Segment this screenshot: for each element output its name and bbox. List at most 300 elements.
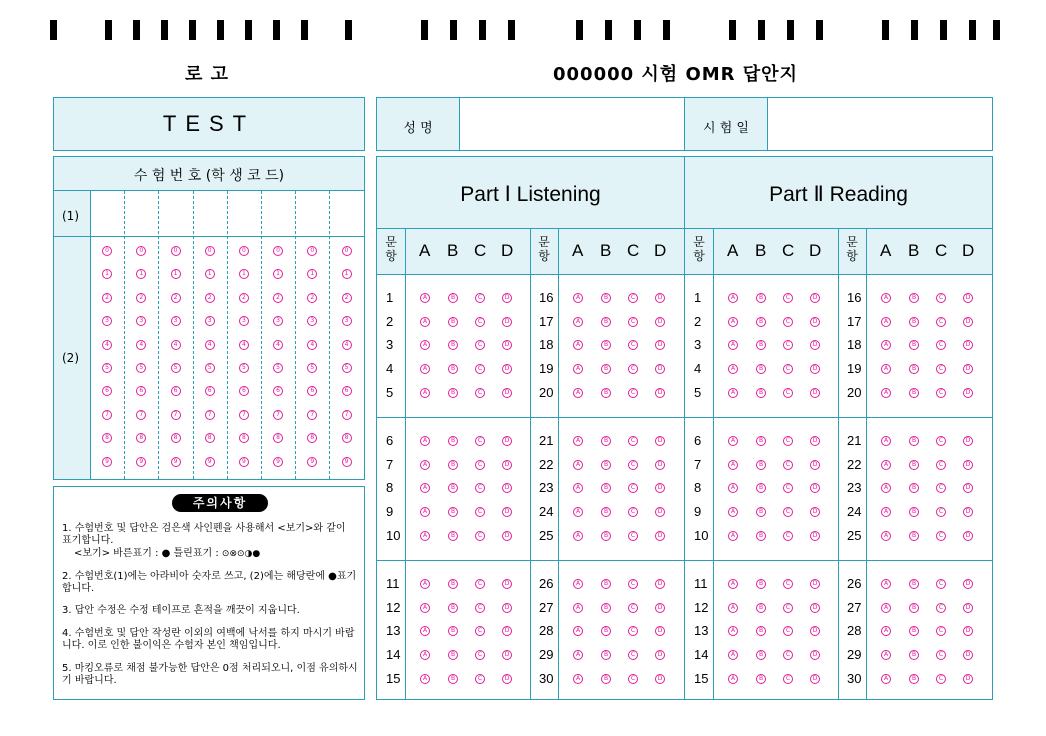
id-digit-bubble[interactable]: 1 [171,269,181,279]
answer-bubble[interactable]: C [936,293,946,303]
answer-bubble[interactable]: B [601,483,611,493]
answer-bubble[interactable]: B [448,460,458,470]
answer-bubble[interactable]: A [420,650,430,660]
answer-bubble[interactable]: B [909,317,919,327]
answer-bubble[interactable]: D [655,674,665,684]
answer-bubble[interactable]: D [810,317,820,327]
answer-bubble[interactable]: C [783,436,793,446]
answer-bubble[interactable]: A [420,340,430,350]
answer-bubble[interactable]: B [756,460,766,470]
answer-bubble[interactable]: B [448,650,458,660]
answer-bubble[interactable]: B [448,364,458,374]
answer-bubble[interactable]: A [573,603,583,613]
answer-bubble[interactable]: B [756,388,766,398]
answer-bubble[interactable]: D [655,388,665,398]
answer-bubble[interactable]: C [936,388,946,398]
answer-bubble[interactable]: C [783,626,793,636]
answer-bubble[interactable]: B [909,507,919,517]
answer-bubble[interactable]: A [881,436,891,446]
answer-bubble[interactable]: C [628,317,638,327]
id-digit-writebox[interactable] [126,192,156,234]
answer-bubble[interactable]: B [909,388,919,398]
answer-bubble[interactable]: C [936,317,946,327]
id-digit-bubble[interactable]: 0 [102,246,112,256]
answer-bubble[interactable]: A [881,531,891,541]
answer-bubble[interactable]: B [448,293,458,303]
answer-bubble[interactable]: B [448,388,458,398]
answer-bubble[interactable]: A [420,674,430,684]
id-digit-bubble[interactable]: 0 [307,246,317,256]
id-digit-bubble[interactable]: 8 [205,433,215,443]
id-digit-bubble[interactable]: 0 [171,246,181,256]
answer-bubble[interactable]: D [655,340,665,350]
answer-bubble[interactable]: D [502,436,512,446]
answer-bubble[interactable]: B [756,507,766,517]
id-digit-bubble[interactable]: 0 [239,246,249,256]
id-digit-bubble[interactable]: 3 [273,316,283,326]
id-digit-bubble[interactable]: 9 [205,457,215,467]
answer-bubble[interactable]: A [573,579,583,589]
answer-bubble[interactable]: B [756,317,766,327]
answer-bubble[interactable]: C [783,531,793,541]
answer-bubble[interactable]: D [502,531,512,541]
answer-bubble[interactable]: C [783,507,793,517]
answer-bubble[interactable]: D [810,388,820,398]
answer-bubble[interactable]: B [756,436,766,446]
answer-bubble[interactable]: C [783,293,793,303]
answer-bubble[interactable]: B [909,460,919,470]
id-digit-bubble[interactable]: 6 [342,386,352,396]
answer-bubble[interactable]: B [909,531,919,541]
answer-bubble[interactable]: C [783,483,793,493]
answer-bubble[interactable]: C [783,650,793,660]
answer-bubble[interactable]: B [601,579,611,589]
id-digit-bubble[interactable]: 6 [171,386,181,396]
id-digit-bubble[interactable]: 5 [171,363,181,373]
answer-bubble[interactable]: A [881,626,891,636]
id-digit-bubble[interactable]: 2 [205,293,215,303]
answer-bubble[interactable]: B [448,507,458,517]
id-digit-bubble[interactable]: 1 [102,269,112,279]
id-digit-bubble[interactable]: 7 [273,410,283,420]
answer-bubble[interactable]: A [728,603,738,613]
answer-bubble[interactable]: B [756,364,766,374]
id-digit-bubble[interactable]: 0 [205,246,215,256]
answer-bubble[interactable]: D [655,603,665,613]
answer-bubble[interactable]: D [963,603,973,613]
answer-bubble[interactable]: B [448,674,458,684]
answer-bubble[interactable]: D [502,507,512,517]
answer-bubble[interactable]: C [936,579,946,589]
answer-bubble[interactable]: C [628,674,638,684]
answer-bubble[interactable]: B [448,603,458,613]
id-digit-bubble[interactable]: 5 [136,363,146,373]
answer-bubble[interactable]: C [936,650,946,660]
answer-bubble[interactable]: C [628,340,638,350]
answer-bubble[interactable]: D [810,650,820,660]
answer-bubble[interactable]: C [628,483,638,493]
id-digit-bubble[interactable]: 1 [136,269,146,279]
answer-bubble[interactable]: B [909,483,919,493]
id-digit-bubble[interactable]: 7 [171,410,181,420]
answer-bubble[interactable]: C [936,364,946,374]
id-digit-bubble[interactable]: 5 [205,363,215,373]
id-digit-bubble[interactable]: 8 [273,433,283,443]
answer-bubble[interactable]: A [573,674,583,684]
id-digit-bubble[interactable]: 6 [102,386,112,396]
id-digit-bubble[interactable]: 7 [136,410,146,420]
answer-bubble[interactable]: C [936,507,946,517]
answer-bubble[interactable]: C [628,650,638,660]
id-digit-bubble[interactable]: 9 [307,457,317,467]
answer-bubble[interactable]: C [628,436,638,446]
id-digit-bubble[interactable]: 7 [342,410,352,420]
answer-bubble[interactable]: D [963,317,973,327]
id-digit-bubble[interactable]: 1 [239,269,249,279]
answer-bubble[interactable]: D [502,626,512,636]
answer-bubble[interactable]: D [963,531,973,541]
answer-bubble[interactable]: A [573,293,583,303]
id-digit-bubble[interactable]: 9 [171,457,181,467]
answer-bubble[interactable]: C [936,674,946,684]
answer-bubble[interactable]: A [728,436,738,446]
answer-bubble[interactable]: C [475,436,485,446]
answer-bubble[interactable]: B [601,340,611,350]
answer-bubble[interactable]: B [601,507,611,517]
answer-bubble[interactable]: C [475,340,485,350]
id-digit-bubble[interactable]: 1 [307,269,317,279]
id-digit-bubble[interactable]: 7 [102,410,112,420]
answer-bubble[interactable]: A [728,507,738,517]
answer-bubble[interactable]: C [936,531,946,541]
answer-bubble[interactable]: B [601,460,611,470]
answer-bubble[interactable]: B [601,674,611,684]
answer-bubble[interactable]: C [475,650,485,660]
answer-bubble[interactable]: A [728,317,738,327]
id-digit-bubble[interactable]: 8 [239,433,249,443]
answer-bubble[interactable]: D [655,531,665,541]
answer-bubble[interactable]: B [909,603,919,613]
answer-bubble[interactable]: B [448,531,458,541]
answer-bubble[interactable]: D [502,388,512,398]
answer-bubble[interactable]: B [756,340,766,350]
answer-bubble[interactable]: B [448,579,458,589]
answer-bubble[interactable]: D [810,603,820,613]
answer-bubble[interactable]: A [881,460,891,470]
answer-bubble[interactable]: A [573,460,583,470]
answer-bubble[interactable]: D [655,483,665,493]
answer-bubble[interactable]: A [420,603,430,613]
answer-bubble[interactable]: C [783,340,793,350]
id-digit-writebox[interactable] [195,192,225,234]
answer-bubble[interactable]: D [963,293,973,303]
id-digit-bubble[interactable]: 5 [273,363,283,373]
answer-bubble[interactable]: D [502,293,512,303]
id-digit-writebox[interactable] [161,192,191,234]
answer-bubble[interactable]: C [475,626,485,636]
answer-bubble[interactable]: C [628,364,638,374]
answer-bubble[interactable]: D [963,650,973,660]
id-digit-bubble[interactable]: 1 [273,269,283,279]
answer-bubble[interactable]: A [573,317,583,327]
answer-bubble[interactable]: A [728,650,738,660]
answer-bubble[interactable]: B [756,603,766,613]
answer-bubble[interactable]: C [475,483,485,493]
answer-bubble[interactable]: D [810,626,820,636]
id-digit-bubble[interactable]: 9 [273,457,283,467]
id-digit-bubble[interactable]: 5 [342,363,352,373]
answer-bubble[interactable]: D [502,603,512,613]
answer-bubble[interactable]: A [420,317,430,327]
answer-bubble[interactable]: C [628,626,638,636]
answer-bubble[interactable]: B [448,340,458,350]
id-digit-writebox[interactable] [297,192,327,234]
id-digit-bubble[interactable]: 0 [273,246,283,256]
answer-bubble[interactable]: D [655,650,665,660]
id-digit-bubble[interactable]: 7 [205,410,215,420]
answer-bubble[interactable]: A [420,364,430,374]
answer-bubble[interactable]: A [881,317,891,327]
answer-bubble[interactable]: B [909,293,919,303]
answer-bubble[interactable]: C [628,388,638,398]
answer-bubble[interactable]: A [728,626,738,636]
answer-bubble[interactable]: A [573,507,583,517]
answer-bubble[interactable]: D [655,579,665,589]
id-digit-bubble[interactable]: 6 [273,386,283,396]
answer-bubble[interactable]: D [810,531,820,541]
id-digit-bubble[interactable]: 8 [102,433,112,443]
answer-bubble[interactable]: D [502,650,512,660]
answer-bubble[interactable]: B [601,364,611,374]
answer-bubble[interactable]: C [783,579,793,589]
answer-bubble[interactable]: D [502,483,512,493]
id-digit-bubble[interactable]: 3 [239,316,249,326]
id-digit-bubble[interactable]: 3 [342,316,352,326]
id-digit-bubble[interactable]: 8 [307,433,317,443]
answer-bubble[interactable]: D [655,626,665,636]
id-digit-bubble[interactable]: 2 [273,293,283,303]
answer-bubble[interactable]: C [475,317,485,327]
answer-bubble[interactable]: B [756,579,766,589]
answer-bubble[interactable]: A [573,436,583,446]
answer-bubble[interactable]: B [601,293,611,303]
answer-bubble[interactable]: C [936,460,946,470]
answer-bubble[interactable]: D [810,483,820,493]
answer-bubble[interactable]: B [909,579,919,589]
id-digit-writebox[interactable] [332,192,362,234]
answer-bubble[interactable]: A [573,531,583,541]
answer-bubble[interactable]: A [420,483,430,493]
answer-bubble[interactable]: C [628,531,638,541]
answer-bubble[interactable]: B [756,293,766,303]
answer-bubble[interactable]: B [909,650,919,660]
answer-bubble[interactable]: A [881,650,891,660]
answer-bubble[interactable]: C [475,507,485,517]
answer-bubble[interactable]: A [728,460,738,470]
answer-bubble[interactable]: C [475,674,485,684]
id-digit-writebox[interactable] [229,192,259,234]
answer-bubble[interactable]: A [420,436,430,446]
answer-bubble[interactable]: B [909,340,919,350]
id-digit-bubble[interactable]: 8 [136,433,146,443]
id-digit-bubble[interactable]: 3 [205,316,215,326]
id-digit-bubble[interactable]: 3 [102,316,112,326]
answer-bubble[interactable]: B [756,650,766,660]
answer-bubble[interactable]: C [475,579,485,589]
id-digit-bubble[interactable]: 6 [307,386,317,396]
answer-bubble[interactable]: A [881,483,891,493]
answer-bubble[interactable]: C [936,436,946,446]
answer-bubble[interactable]: D [655,436,665,446]
answer-bubble[interactable]: C [628,507,638,517]
id-digit-bubble[interactable]: 2 [102,293,112,303]
id-digit-bubble[interactable]: 5 [102,363,112,373]
answer-bubble[interactable]: C [628,603,638,613]
answer-bubble[interactable]: C [783,317,793,327]
id-digit-bubble[interactable]: 6 [205,386,215,396]
answer-bubble[interactable]: D [963,460,973,470]
answer-bubble[interactable]: D [502,317,512,327]
answer-bubble[interactable]: A [573,388,583,398]
answer-bubble[interactable]: B [756,483,766,493]
answer-bubble[interactable]: D [810,436,820,446]
answer-bubble[interactable]: C [936,626,946,636]
id-digit-bubble[interactable]: 4 [273,340,283,350]
answer-bubble[interactable]: D [963,436,973,446]
id-digit-bubble[interactable]: 8 [171,433,181,443]
answer-bubble[interactable]: D [502,579,512,589]
answer-bubble[interactable]: D [655,317,665,327]
answer-bubble[interactable]: D [963,388,973,398]
answer-bubble[interactable]: C [475,293,485,303]
answer-bubble[interactable]: D [963,340,973,350]
answer-bubble[interactable]: C [783,603,793,613]
answer-bubble[interactable]: A [420,460,430,470]
id-digit-bubble[interactable]: 9 [102,457,112,467]
answer-bubble[interactable]: A [420,579,430,589]
answer-bubble[interactable]: D [655,460,665,470]
answer-bubble[interactable]: B [909,674,919,684]
id-digit-bubble[interactable]: 4 [136,340,146,350]
answer-bubble[interactable]: C [936,603,946,613]
answer-bubble[interactable]: C [475,460,485,470]
id-digit-bubble[interactable]: 3 [307,316,317,326]
answer-bubble[interactable]: A [573,364,583,374]
answer-bubble[interactable]: D [810,507,820,517]
answer-bubble[interactable]: C [475,531,485,541]
id-digit-bubble[interactable]: 1 [205,269,215,279]
id-digit-bubble[interactable]: 9 [136,457,146,467]
id-digit-writebox[interactable] [263,192,293,234]
answer-bubble[interactable]: D [655,507,665,517]
answer-bubble[interactable]: B [909,364,919,374]
answer-bubble[interactable]: D [502,460,512,470]
answer-bubble[interactable]: A [573,650,583,660]
answer-bubble[interactable]: D [963,507,973,517]
answer-bubble[interactable]: D [963,674,973,684]
answer-bubble[interactable]: B [601,317,611,327]
id-digit-bubble[interactable]: 4 [171,340,181,350]
answer-bubble[interactable]: D [963,626,973,636]
answer-bubble[interactable]: A [881,579,891,589]
id-digit-bubble[interactable]: 2 [136,293,146,303]
answer-bubble[interactable]: A [728,340,738,350]
date-field[interactable] [767,98,992,150]
answer-bubble[interactable]: A [420,626,430,636]
answer-bubble[interactable]: A [728,483,738,493]
answer-bubble[interactable]: B [909,626,919,636]
answer-bubble[interactable]: A [881,507,891,517]
id-digit-bubble[interactable]: 0 [136,246,146,256]
answer-bubble[interactable]: A [728,531,738,541]
id-digit-bubble[interactable]: 2 [307,293,317,303]
answer-bubble[interactable]: B [756,626,766,636]
answer-bubble[interactable]: A [728,364,738,374]
answer-bubble[interactable]: B [448,436,458,446]
answer-bubble[interactable]: D [502,674,512,684]
answer-bubble[interactable]: B [909,436,919,446]
answer-bubble[interactable]: B [448,483,458,493]
answer-bubble[interactable]: D [655,293,665,303]
id-digit-bubble[interactable]: 3 [136,316,146,326]
id-digit-bubble[interactable]: 2 [239,293,249,303]
answer-bubble[interactable]: B [756,674,766,684]
id-digit-bubble[interactable]: 7 [239,410,249,420]
answer-bubble[interactable]: D [810,579,820,589]
answer-bubble[interactable]: D [810,460,820,470]
answer-bubble[interactable]: A [420,531,430,541]
id-digit-bubble[interactable]: 4 [307,340,317,350]
id-digit-bubble[interactable]: 2 [171,293,181,303]
answer-bubble[interactable]: C [628,579,638,589]
id-digit-bubble[interactable]: 5 [239,363,249,373]
id-digit-bubble[interactable]: 9 [342,457,352,467]
answer-bubble[interactable]: A [728,293,738,303]
answer-bubble[interactable]: D [963,483,973,493]
id-digit-bubble[interactable]: 4 [205,340,215,350]
id-digit-bubble[interactable]: 5 [307,363,317,373]
answer-bubble[interactable]: B [601,531,611,541]
answer-bubble[interactable]: B [601,603,611,613]
answer-bubble[interactable]: B [756,531,766,541]
answer-bubble[interactable]: D [502,364,512,374]
answer-bubble[interactable]: D [963,579,973,589]
answer-bubble[interactable]: A [573,483,583,493]
answer-bubble[interactable]: B [448,317,458,327]
id-digit-bubble[interactable]: 6 [239,386,249,396]
answer-bubble[interactable]: A [881,293,891,303]
answer-bubble[interactable]: C [628,460,638,470]
answer-bubble[interactable]: A [573,340,583,350]
answer-bubble[interactable]: A [420,507,430,517]
answer-bubble[interactable]: C [783,388,793,398]
answer-bubble[interactable]: D [810,293,820,303]
answer-bubble[interactable]: A [881,340,891,350]
answer-bubble[interactable]: A [881,603,891,613]
id-digit-bubble[interactable]: 9 [239,457,249,467]
id-digit-bubble[interactable]: 6 [136,386,146,396]
id-digit-bubble[interactable]: 1 [342,269,352,279]
answer-bubble[interactable]: C [936,340,946,350]
answer-bubble[interactable]: D [810,674,820,684]
id-digit-writebox[interactable] [92,192,122,234]
answer-bubble[interactable]: A [573,626,583,636]
answer-bubble[interactable]: A [881,364,891,374]
answer-bubble[interactable]: D [810,340,820,350]
answer-bubble[interactable]: C [783,674,793,684]
answer-bubble[interactable]: A [420,388,430,398]
id-digit-bubble[interactable]: 8 [342,433,352,443]
